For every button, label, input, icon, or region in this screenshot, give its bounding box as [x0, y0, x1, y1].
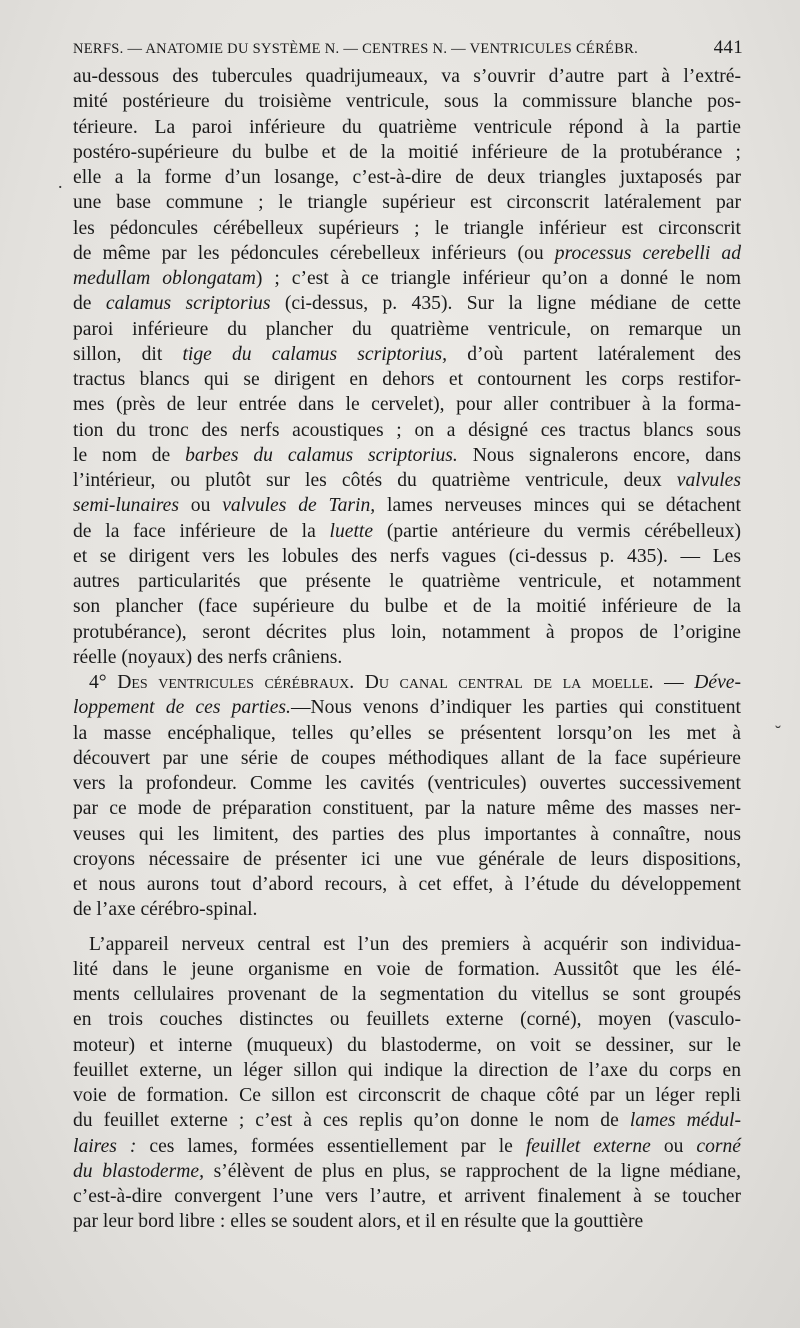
italic-text: feuillet externe [525, 1135, 651, 1157]
text-line [73, 957, 741, 982]
italic-text: loppement de ces parties. [73, 697, 291, 719]
page-number: 441 [713, 37, 743, 58]
paragraph-ventricles-development [73, 670, 741, 923]
text-segment: de [73, 293, 106, 315]
text-segment: lames nerveuses minces qui se détachent [375, 495, 741, 517]
italic-text: calamus scriptorius [105, 293, 271, 315]
text-line [73, 1058, 741, 1083]
text-line [73, 695, 741, 720]
text-line [73, 1033, 741, 1058]
text-segment: vers la profondeur. Comme les cavités (ventricules) ouvertes successivement [73, 773, 741, 794]
text-line [73, 241, 741, 266]
text-segment: térieure. La paroi inférieure du quatrième ventricule répond à la partie [73, 116, 741, 138]
text-segment: tractus blancs qui se dirigent en dehors et contournent les corps restifor- [73, 369, 741, 390]
text-line [73, 872, 741, 897]
text-segment: en trois couches distinctes ou feuillets externe (corné), moyen (vasculo- [73, 1009, 741, 1031]
text-segment: la masse encéphalique, telles qu’elles se présentent lorsqu’on les met à [73, 722, 741, 744]
text-segment: ou [650, 1135, 697, 1157]
italic-text: processus cerebelli ad [554, 242, 741, 264]
margin-tick: ˘ [775, 722, 781, 742]
text-line [73, 468, 741, 493]
text-segment: (ci-dessus, p. 435). Sur la ligne médiane de cette [270, 293, 741, 315]
text-segment: Nous signalerons encore, dans [457, 444, 741, 466]
text-segment: de même par les pédoncules cérebelleux inférieurs (ou [73, 242, 555, 264]
text-segment: au-dessous des tubercules quadrijumeaux, va s’ouvrir d’autre part à l’extré- [73, 66, 741, 87]
text-segment: lité dans le jeune organisme en voie de formation. Aussitôt que les élé- [73, 958, 741, 980]
text-line [73, 64, 741, 89]
text-segment: moteur) et interne (muqueux) du blastoderme, on voit se dessiner, sur le [73, 1034, 741, 1056]
text-line [73, 216, 741, 241]
text-segment: mité postérieure du troisième ventricule, sous la commissure blanche pos- [73, 91, 741, 113]
italic-text: du blastoderme, [73, 1160, 205, 1182]
text-segment: —Nous venons d’indiquer les parties qui constituent [290, 697, 741, 719]
italic-text: corné [696, 1135, 742, 1157]
text-segment: feuillet externe, un léger sillon qui indique la direction de l’axe du corps en [73, 1059, 741, 1081]
text-segment: du feuillet externe ; c’est à ces replis qu’on donne le nom de [73, 1110, 630, 1132]
text-segment: (partie antérieure du vermis cérébelleux) [373, 520, 742, 542]
text-segment: par leur bord libre : elles se soudent alors, et il en résulte que la gouttière [73, 1211, 644, 1233]
text-line [73, 1083, 741, 1108]
italic-text: Déve- [694, 672, 742, 693]
text-segment: c’est-à-dire convergent l’une vers l’autre, et arrivent finalement à se toucher [73, 1186, 741, 1207]
text-line [73, 89, 741, 114]
text-segment: de l’axe cérébro-spinal. [73, 899, 258, 921]
text-segment: par ce mode de préparation constituent, par la nature même des masses ner- [73, 798, 741, 820]
text-line [73, 165, 741, 190]
text-line [73, 317, 741, 342]
text-line [73, 367, 741, 392]
text-line [73, 493, 741, 518]
italic-text: medullam oblongatam [73, 268, 256, 289]
text-line [73, 291, 741, 316]
text-line [73, 645, 741, 670]
text-segment: et se dirigent vers les lobules des nerfs vagues (ci-dessus p. 435). — Les [73, 545, 741, 567]
text-segment: s’élèvent de plus en plus, se rapprochent de la ligne médiane, [204, 1160, 741, 1182]
text-segment: et nous aurons tout d’abord recours, à cet effet, à l’étude du développement [73, 874, 741, 895]
text-line [73, 392, 741, 417]
text-segment: réelle (noyaux) des nerfs crâniens. [73, 646, 343, 668]
text-line [73, 443, 741, 468]
text-line [73, 982, 741, 1007]
text-line [73, 721, 741, 746]
paragraph-nervous-system-formation [73, 932, 741, 1235]
text-line [73, 418, 741, 443]
paragraph-fourth-ventricle [73, 64, 741, 670]
text-line [73, 266, 741, 291]
text-segment: sillon, dit [73, 343, 183, 365]
margin-dot: . [58, 172, 63, 192]
text-segment: ) ; c’est à ce triangle inférieur qu’on a donné le nom [255, 268, 741, 289]
text-line [73, 115, 741, 140]
text-line [73, 932, 741, 957]
text-line [73, 519, 741, 544]
text-line [73, 620, 741, 645]
text-segment: son plancher (face supérieure du bulbe et de la moitié inférieure de la [73, 596, 741, 618]
text-segment: ments cellulaires provenant de la segmentation du vitellus se sont groupés [73, 984, 741, 1005]
text-line [73, 670, 741, 695]
text-segment: le nom de [73, 444, 186, 466]
text-segment: paroi inférieure du plancher du quatrième ventricule, on remarque un [73, 318, 741, 340]
text-line [73, 1184, 741, 1209]
text-segment: ces lames, formées essentiellement par le [136, 1135, 526, 1157]
text-line [73, 1209, 741, 1234]
text-line [73, 594, 741, 619]
italic-text: semi-lunaires [73, 495, 179, 517]
text-segment: d’où partent latéralement des [447, 343, 741, 365]
text-line [73, 1007, 741, 1032]
text-segment: l’intérieur, ou plutôt sur les côtés du quatrième ventricule, deux [73, 470, 677, 491]
text-segment: découvert par une série de coupes méthodiques allant de la face supérieure [73, 747, 741, 769]
text-segment: postéro-supérieure du bulbe et de la moitié inférieure de la protubérance ; [73, 141, 741, 163]
text-segment: mes (près de leur entrée dans le cervelet), pour aller contribuer à la forma- [73, 394, 741, 416]
running-head: NERFS. — ANATOMIE DU SYSTÈME N. — CENTRES N. — VENTRICULES CÉRÉBR. [73, 41, 639, 57]
text-segment: autres particularités que présente le quatrième ventricule, et notamment [73, 571, 741, 592]
text-line [73, 1134, 741, 1159]
text-segment: veuses qui les limitent, des parties des plus importantes à connaître, nous [73, 823, 741, 845]
italic-text: valvules de Tarin, [222, 495, 376, 517]
text-body [73, 64, 741, 1235]
text-line [73, 1108, 741, 1133]
text-segment: tion du tronc des nerfs acoustiques ; on a désigné ces tractus blancs sous [73, 419, 741, 441]
text-line [73, 897, 741, 922]
text-line [73, 140, 741, 165]
text-line [73, 847, 741, 872]
italic-text: tige du calamus scriptorius, [182, 343, 448, 365]
text-line [73, 796, 741, 821]
text-line [73, 771, 741, 796]
text-segment: L’appareil nerveux central est l’un des premiers à acquérir son individua- [89, 933, 741, 955]
text-segment: ou [178, 495, 223, 517]
text-line [73, 822, 741, 847]
italic-text: valvules [676, 470, 741, 491]
text-line [73, 190, 741, 215]
text-line [73, 569, 741, 594]
text-line [73, 342, 741, 367]
text-segment: croyons nécessaire de présenter ici une vue générale de leurs dispositions, [73, 848, 741, 870]
text-segment: — [653, 672, 695, 693]
italic-text: luette [329, 520, 374, 542]
text-segment: une base commune ; le triangle supérieur est circonscrit latéralement par [73, 192, 741, 214]
italic-text: barbes du calamus scriptorius. [185, 444, 458, 466]
text-segment: protubérance), seront décrites plus loin, notamment à propos de l’origine [73, 621, 741, 643]
text-line [73, 544, 741, 569]
text-segment: elle a la forme d’un losange, c’est-à-dire de deux triangles juxtaposés par [73, 167, 741, 188]
text-line [73, 1159, 741, 1184]
running-header [73, 37, 743, 59]
text-segment: voie de formation. Ce sillon est circonscrit de chaque côté par un léger repli [73, 1085, 741, 1106]
italic-text: lames médul- [629, 1110, 741, 1132]
text-segment: les pédoncules cérébelleux supérieurs ; le triangle inférieur est circonscrit [73, 217, 741, 239]
text-line [73, 746, 741, 771]
italic-text: laires : [73, 1135, 137, 1157]
smallcaps-heading: 4° Des ventricules cérébraux. Du canal central de la moelle. [89, 672, 654, 693]
text-segment: de la face inférieure de la [73, 520, 330, 542]
